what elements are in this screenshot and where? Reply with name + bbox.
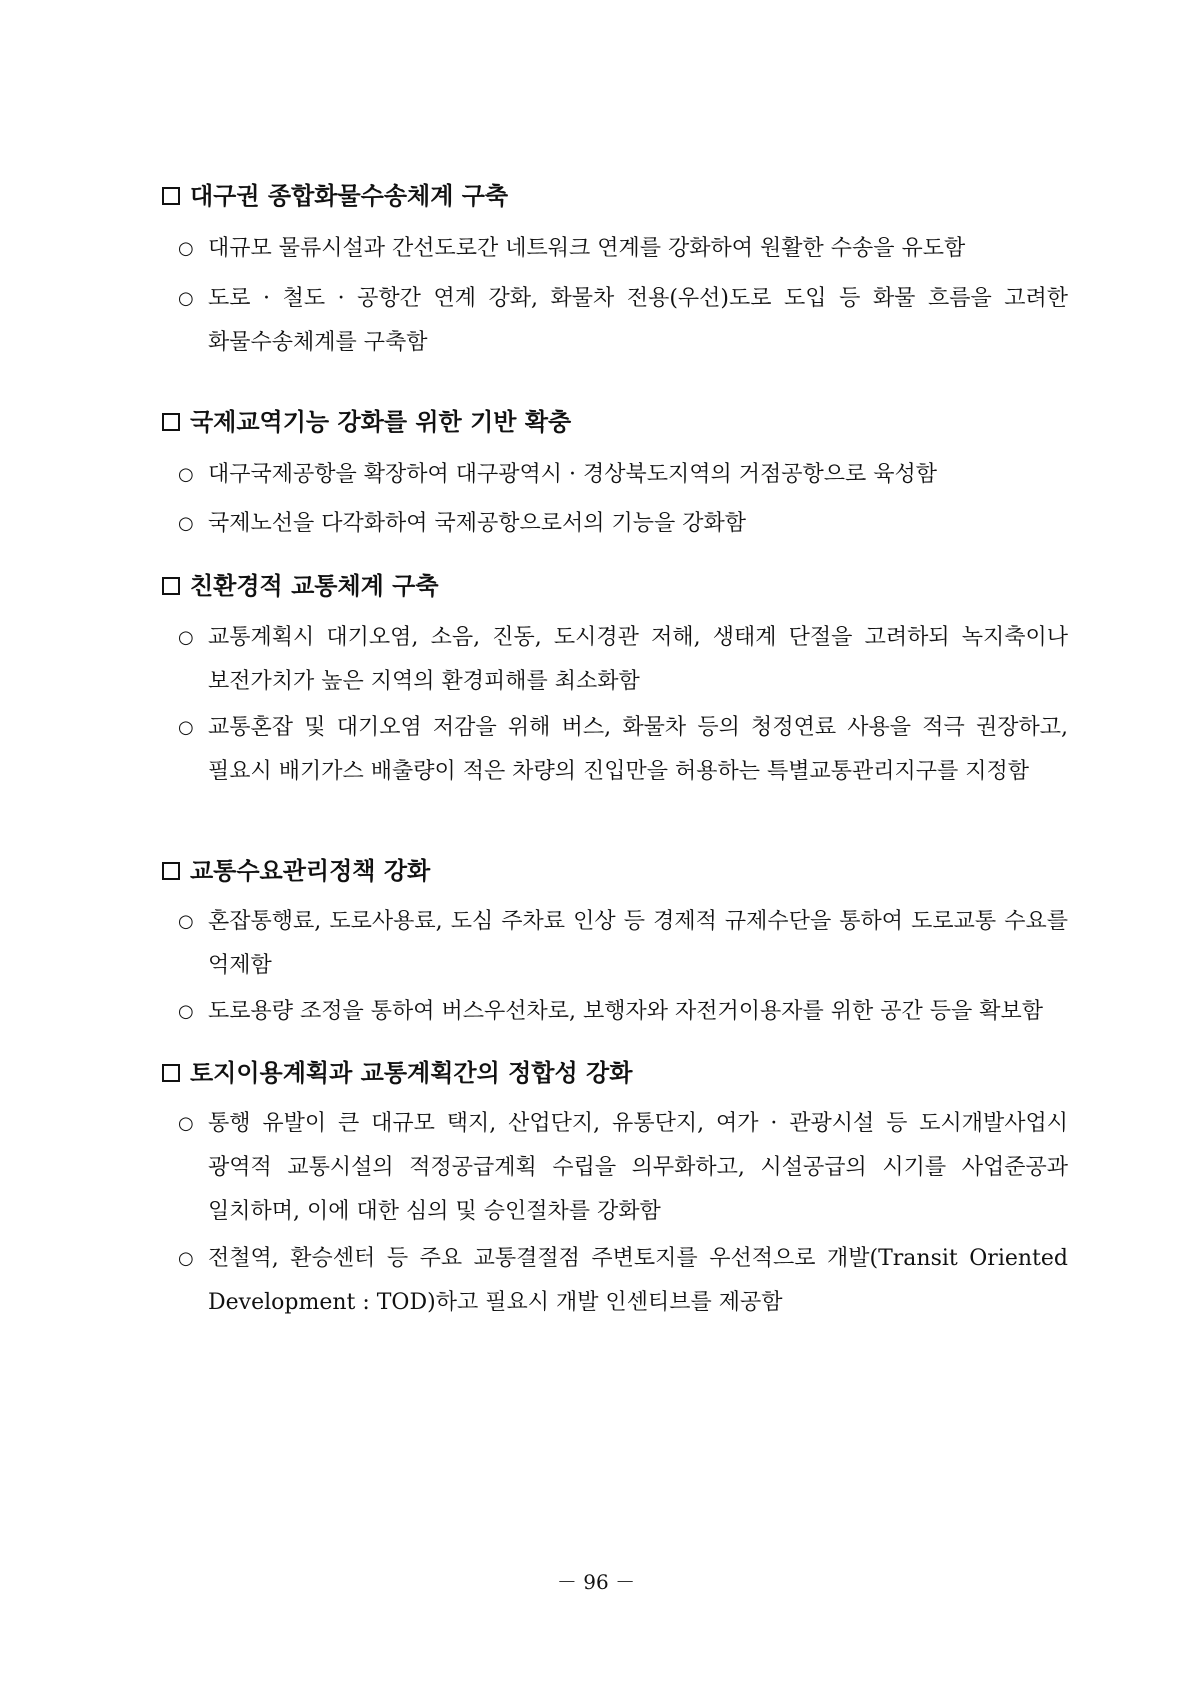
- bullet-item: [178, 616, 1068, 704]
- bullet-text: 통행 유발이 큰 대규모 택지, 산업단지, 유통단지, 여가 · 관광시설 등 도시개발사업시 광역적 교통시설의 적정공급계획 수립을 의무화하고, 시설공급의 시기를 사업준공과 일치하며, 이에 대한 심의 및 승인절차를 강화함: [208, 1111, 1068, 1224]
- bullet-text: 대구국제공항을 확장하여 대구광역시 · 경상북도지역의 거점공항으로 육성함: [208, 462, 938, 487]
- bullet-item: [178, 227, 1068, 271]
- circle-bullet-icon: ○: [178, 1113, 194, 1134]
- circle-bullet-icon: ○: [178, 288, 194, 309]
- section-heading: [162, 570, 1062, 602]
- section-heading-text: 대구권 종합화물수송체계 구축: [190, 181, 509, 210]
- circle-bullet-icon: ○: [178, 717, 194, 738]
- checkbox-square-icon: [162, 413, 180, 431]
- bullet-text: 혼잡통행료, 도로사용료, 도심 주차료 인상 등 경제적 규제수단을 통하여 도로교통 수요를 억제함: [208, 909, 1068, 978]
- section-heading-text: 국제교역기능 강화를 위한 기반 확충: [190, 407, 572, 436]
- section-heading: [162, 180, 1062, 212]
- checkbox-square-icon: [162, 1064, 180, 1082]
- bullet-item: [178, 990, 1068, 1034]
- bullet-item: [178, 453, 1068, 497]
- section-heading: [162, 1057, 1062, 1089]
- section-heading: [162, 855, 1062, 887]
- circle-bullet-icon: ○: [178, 238, 194, 259]
- bullet-item: [178, 502, 1068, 546]
- checkbox-square-icon: [162, 187, 180, 205]
- bullet-text: 교통혼잡 및 대기오염 저감을 위해 버스, 화물차 등의 청정연료 사용을 적극 권장하고, 필요시 배기가스 배출량이 적은 차량의 진입만을 허용하는 특별교통관리지구를 지정함: [208, 715, 1068, 784]
- circle-bullet-icon: ○: [178, 627, 194, 648]
- section-heading-text: 친환경적 교통체계 구축: [190, 571, 439, 600]
- bullet-text: 전철역, 환승센터 등 주요 교통결절점 주변토지를 우선적으로 개발(Transit Oriented Development : TOD)하고 필요시 개발 인센티브를 제공함: [208, 1246, 1068, 1315]
- section-heading-text: 교통수요관리정책 강화: [190, 856, 431, 885]
- section-heading: [162, 406, 1062, 438]
- checkbox-square-icon: [162, 577, 180, 595]
- bullet-item: [178, 1102, 1068, 1234]
- bullet-text: 도로용량 조정을 통하여 버스우선차로, 보행자와 자전거이용자를 위한 공간 등을 확보함: [208, 999, 1044, 1024]
- page-number: － 96 －: [556, 1570, 636, 1594]
- bullet-item: [178, 1237, 1068, 1325]
- bullet-item: [178, 900, 1068, 988]
- bullet-item: [178, 706, 1068, 794]
- circle-bullet-icon: ○: [178, 1248, 194, 1269]
- circle-bullet-icon: ○: [178, 464, 194, 485]
- checkbox-square-icon: [162, 862, 180, 880]
- bullet-text: 도로 · 철도 · 공항간 연계 강화, 화물차 전용(우선)도로 도입 등 화물 흐름을 고려한 화물수송체계를 구축함: [208, 286, 1068, 355]
- bullet-item: [178, 277, 1068, 365]
- circle-bullet-icon: ○: [178, 513, 194, 534]
- bullet-text: 국제노선을 다각화하여 국제공항으로서의 기능을 강화함: [208, 511, 747, 536]
- circle-bullet-icon: ○: [178, 911, 194, 932]
- bullet-text: 대규모 물류시설과 간선도로간 네트워크 연계를 강화하여 원활한 수송을 유도함: [208, 236, 966, 261]
- section-heading-text: 토지이용계획과 교통계획간의 정합성 강화: [190, 1058, 633, 1087]
- bullet-text: 교통계획시 대기오염, 소음, 진동, 도시경관 저해, 생태계 단절을 고려하되 녹지축이나 보전가치가 높은 지역의 환경피해를 최소화함: [208, 625, 1068, 694]
- circle-bullet-icon: ○: [178, 1001, 194, 1022]
